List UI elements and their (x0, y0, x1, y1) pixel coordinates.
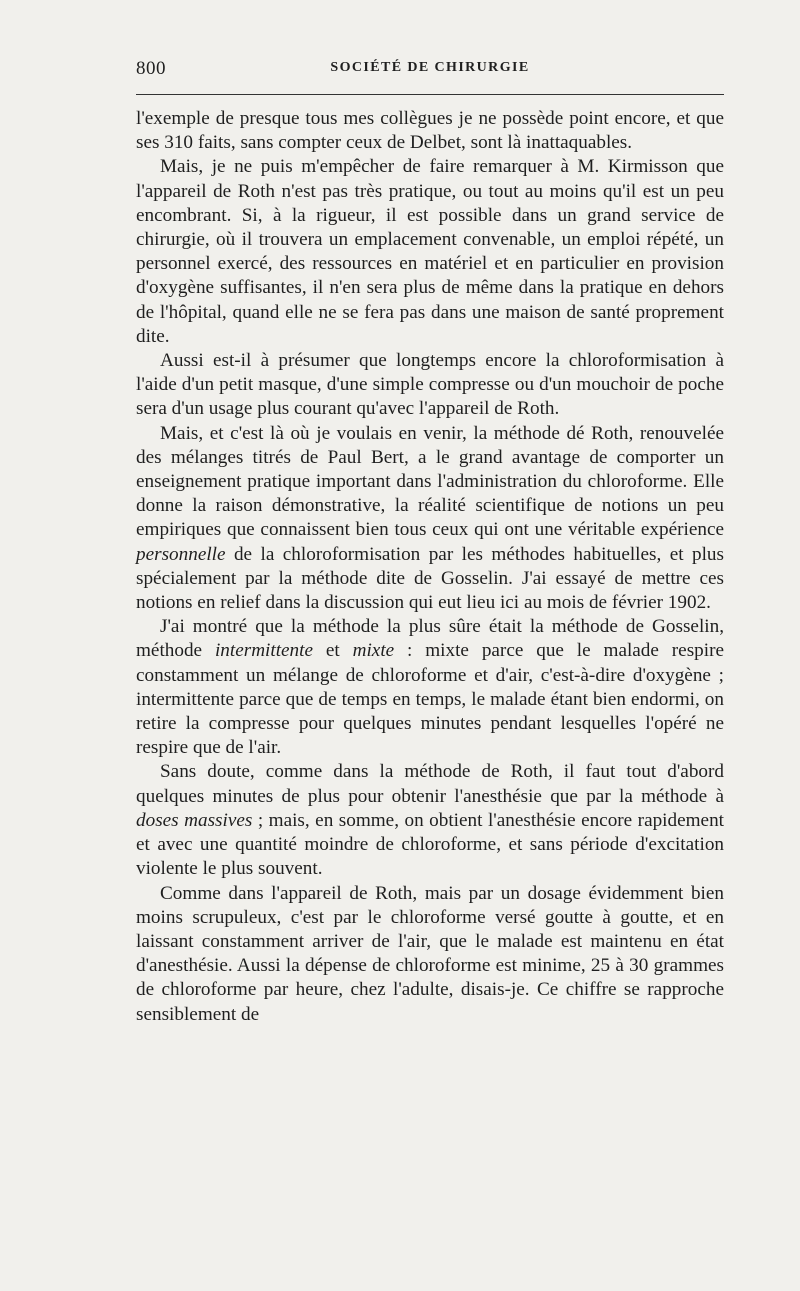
journal-title: SOCIÉTÉ DE CHIRURGIE (330, 60, 530, 75)
paragraph-5-text-c: : mixte parce que le malade respire constamment un mélange de chloroforme et d'air, c'est-à-dire d'oxygène ; intermittente parce que de temps en temps, le malade étant bien endormi, on retire la compresse pour quelques minutes pendant lesquelles l'opéré ne respire que de l'air. (136, 640, 724, 759)
paragraph-3 (136, 349, 724, 422)
paragraph-5 (136, 615, 724, 760)
running-head (136, 58, 724, 80)
paragraph-5-italic-intermittente: intermittente (214, 640, 313, 662)
paragraph-6 (136, 760, 724, 881)
paragraph-3-text: Aussi est-il à présumer que longtemps encore la chloroformisation à l'aide d'un petit masque, d'une simple compresse ou d'un mouchoir de poche sera d'un usage plus courant qu'avec l'appareil de Roth. (136, 350, 724, 420)
paragraph-2-text: Mais, je ne puis m'empêcher de faire remarquer à M. Kirmisson que l'appareil de Roth n'est pas très pratique, ou tout au moins qu'il est un peu encombrant. Si, à la rigueur, il est possible dans un grand service de chirurgie, où il trouvera un emplacement convenable, un emploi répété, un personnel exercé, des ressources en matériel et en particulier en provision d'oxygène suffisantes, il n'en sera plus de même dans la pratique en dehors de l'hôpital, quand elle ne se fera pas dans une maison de santé proprement dite. (136, 156, 724, 347)
paragraph-4-italic-personnelle: personnelle (136, 543, 226, 565)
paragraph-2 (136, 155, 724, 349)
paragraph-5-text-a: J'ai montré que la méthode la plus sûre était la méthode de Gosselin, méthode (136, 616, 724, 662)
paragraph-7 (136, 882, 724, 1027)
body-text (136, 107, 724, 1027)
paragraph-4-text-b: de la chloroformisation par les méthodes habituelles, et plus spécialement par la méthode dite de Gosselin. J'ai essayé de mettre ces notions en relief dans la discussion qui eut lieu ici au mois de février 1902. (136, 543, 724, 614)
paragraph-4-text-a: Mais, et c'est là où je voulais en venir, la méthode dé Roth, renouvelée des mélanges titrés de Paul Bert, a le grand avantage de comporter un enseignement pratique important dans l'administration du chloroforme. Elle donne la raison démonstrative, la réalité scientifique de notions un peu empiriques que connaissent bien tous ceux qui ont une véritable expérience (136, 422, 724, 541)
paragraph-4 (136, 422, 724, 616)
paragraph-7-text: Comme dans l'appareil de Roth, mais par un dosage évidemment bien moins scrupuleux, c'est par le chloroforme versé goutte à goutte, et en laissant constamment arriver de l'air, que le malade est maintenu en état d'anesthésie. Aussi la dépense de chloroforme est minime, 25 à 30 grammes de chloroforme par heure, chez l'adulte, disais-je. Ce chiffre se rapproche sensiblement de (136, 882, 724, 1025)
paragraph-5-italic-mixte: mixte (352, 640, 395, 662)
page-number: 800 (136, 58, 166, 79)
paragraph-5-text-b: et (313, 640, 353, 662)
paragraph-6-text-a: Sans doute, comme dans la méthode de Roth, il faut tout d'abord quelques minutes de plus pour obtenir l'anesthésie que par la méthode à (136, 761, 724, 807)
document-page (136, 58, 724, 1027)
paragraph-6-text-b: ; mais, en somme, on obtient l'anesthésie encore rapidement et avec une quantité moindre de chloroforme, et sans période d'excitation violente le plus souvent. (136, 809, 724, 880)
paragraph-1 (136, 107, 724, 155)
paragraph-6-italic-doses-massives: doses massives (136, 809, 253, 831)
paragraph-1-text: l'exemple de presque tous mes collègues je ne possède point encore, et que ses 310 faits, sans compter ceux de Delbet, sont là inattaquables. (136, 108, 724, 154)
header-rule (136, 94, 724, 95)
